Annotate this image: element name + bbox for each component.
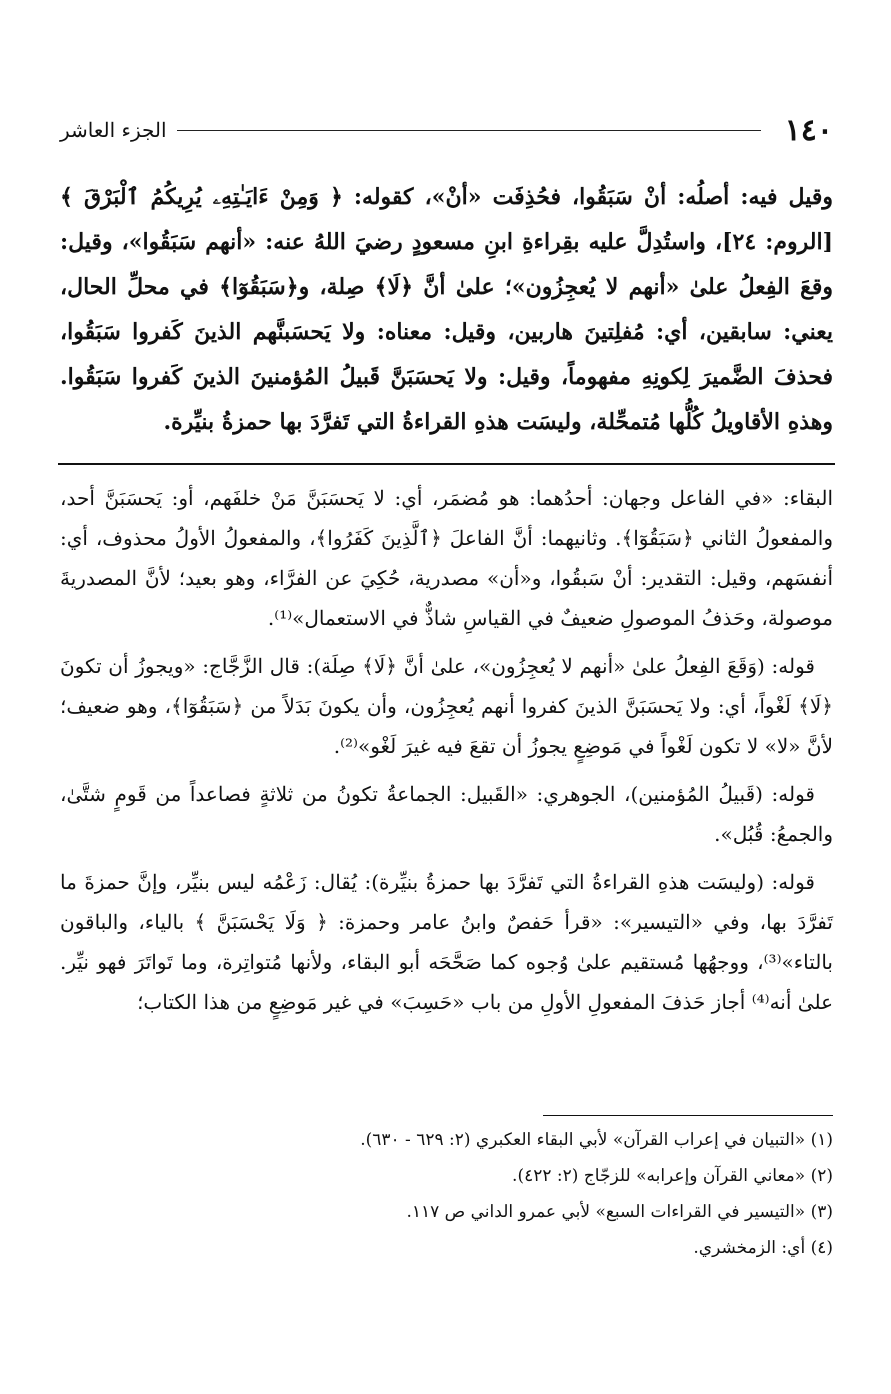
footnotes-block: [60, 1122, 833, 1266]
running-head: [60, 113, 833, 147]
footnote-3: (٣) «التيسير في القراءات السبع» لأبي عمرو الداني ص ١١٧.: [406, 1202, 833, 1222]
main-text-block: [60, 175, 833, 445]
footnote-1: (١) «التبيان في إعراب القرآن» لأبي البقاء العكبري (٢: ٦٢٩ - ٦٣٠).: [360, 1130, 833, 1150]
commentary-paragraph-3: قوله: (قَبيلُ المُؤمنين)، الجوهري: «القَبيل: الجماعةُ تكونُ من ثلاثةٍ فصاعداً من قَومٍ شتَّىٰ، والجمعُ: قُبُل».: [60, 782, 833, 846]
commentary-paragraph-2: قوله: (وَقَعَ الفِعلُ علىٰ «أنهم لا يُعجِزُون»، علىٰ أنَّ ﴿لَا﴾ صِلَة): قال الزَّجَّاج: «ويجوزُ أن تكونَ ﴿لَا﴾ لَغْواً، أي: ولا يَحسَبَنَّ الذينَ كفروا أنهم يُعجِزُون، وأن يكونَ بَدَلاً من ﴿سَبَقُوٓا﴾، وهو ضعيف؛ لأنَّ «لا» لا تكون لَغْواً في مَوضِعٍ يجوزُ أن تقعَ فيه غيرَ لَغْو»⁽²⁾.: [60, 654, 833, 758]
footnote-2: (٢) «معاني القرآن وإعرابه» للزجّاج (٢: ٤٢٢).: [512, 1166, 833, 1186]
commentary-paragraph-1: البقاء: «في الفاعل وجهان: أحدُهما: هو مُضمَر، أي: لا يَحسَبَنَّ مَنْ خلفَهم، أو: يَحسَبَنَّ أحد، والمفعولُ الثاني ﴿سَبَقُوٓا﴾. وثانيهما: أنَّ الفاعلَ ﴿ٱلَّذِينَ كَفَرُوا﴾، والمفعولُ الأولُ محذوف، أي: أنفسَهم، وقيل: التقدير: أنْ سَبقُوا، و«أن» مصدرية، حُكِيَ عن الفرَّاء، وهو بعيد؛ لأنَّ المصدريةَ موصولة، وحَذفُ الموصولِ ضعيفٌ في القياسِ شاذٌّ في الاستعمال»⁽¹⁾.: [60, 486, 833, 630]
part-title: الجزء العاشر: [60, 118, 167, 142]
section-divider: [58, 463, 835, 465]
commentary-block: [60, 478, 833, 1030]
page-number: ١٤٠: [784, 112, 833, 148]
main-paragraph: وقيل فيه: أصلُه: أنْ سَبَقُوا، فحُذِفَت «أنْ»، كقوله: ﴿ وَمِنْ ءَايَـٰتِهِۦ يُرِيكُمُ ٱلْبَرْقَ ﴾ [الروم: ٢٤]، واستُدِلَّ عليه بقِراءةِ ابنِ مسعودٍ رضيَ اللهُ عنه: «أنهم سَبَقُوا»، وقيل: وقعَ الفِعلُ علىٰ «أنهم لا يُعجِزُون»؛ علىٰ أنَّ ﴿لَا﴾ صِلة، و﴿سَبَقُوٓا﴾ في محلِّ الحال، يعني: سابقين، أي: مُفلِتينَ هاربين، وقيل: معناه: ولا يَحسَبنَّهم الذينَ كَفروا سَبَقُوا، فحذفَ الضَّميرَ لِكونِهِ مفهوماً، وقيل: ولا يَحسَبَنَّ قَبيلُ المُؤمنينَ الذينَ كَفروا سَبَقُوا. وهذهِ الأقاويلُ كُلُّها مُتمحِّلة، وليسَت هذهِ القراءةُ التي تَفرَّدَ بها حمزةُ بنيِّرة.: [60, 184, 834, 435]
footnote-divider: [543, 1115, 833, 1116]
commentary-paragraph-4: قوله: (وليسَت هذهِ القراءةُ التي تَفرَّدَ بها حمزةُ بنيِّرة): يُقال: زَعْمُه ليس بنيِّر، وإنَّ حمزةَ ما تَفرَّدَ بها، وفي «التيسير»: «قرأ حَفصٌ وابنُ عامر وحمزة: ﴿ وَلَا يَحْسَبَنَّ ﴾ بالياء، والباقون بالتاء»⁽³⁾، ووجهُها مُستقيم علىٰ وُجوه كما صَحَّحَه أبو البقاء، ولأنها مُتواتِرة، وما تَواتَرَ فهو نيِّر. علىٰ أنه⁽⁴⁾ أجاز حَذفَ المفعولِ الأولِ من باب «حَسِبَ» في غير مَوضِعٍ من هذا الكتاب؛: [60, 870, 833, 1014]
header-rule: [177, 130, 761, 131]
footnote-4: (٤) أي: الزمخشري.: [693, 1238, 833, 1258]
